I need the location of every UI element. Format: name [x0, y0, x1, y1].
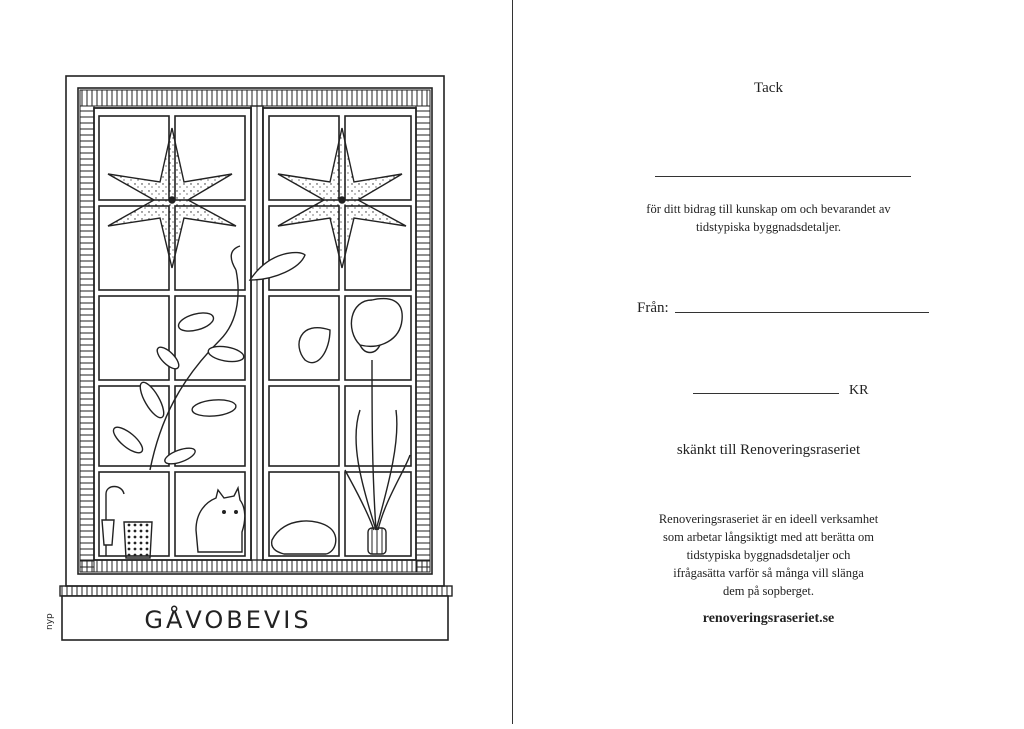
amount-unit: KR [849, 383, 869, 398]
about-text-line: tidstypiska byggnadsdetaljer och [686, 548, 851, 562]
artist-signature: nyp [45, 613, 55, 630]
website-link[interactable]: renoveringsraseriet.se [702, 611, 835, 626]
about-text-line: Renoveringsraseriet är en ideell verksamhet [658, 512, 879, 526]
gift-card-heading: GÅVOBEVIS [144, 606, 312, 634]
thanks-text-line: tidstypiska byggnadsdetaljer. [695, 220, 842, 234]
about-text-line: dem på sopberget. [722, 584, 815, 598]
from-field [637, 300, 929, 317]
thanks-text-line: för ditt bidrag till kunskap om och bevarandet av [646, 202, 891, 216]
illustration-panel [0, 0, 511, 724]
from-label: Från: [637, 300, 669, 316]
amount-field [693, 383, 868, 399]
about-text-line: ifrågasätta varför så många vill slänga [673, 566, 864, 580]
thanks-text [513, 200, 1024, 236]
window-illustration [0, 0, 511, 724]
recipient-line[interactable] [655, 176, 911, 177]
about-text-line: som arbetar långsiktigt med att berätta om [662, 530, 875, 544]
donated-to-text: skänkt till Renoveringsraseriet [676, 442, 861, 458]
thank-you-title: Tack [754, 80, 783, 96]
from-line[interactable] [675, 312, 929, 313]
form-panel [513, 0, 1024, 724]
about-text [513, 510, 1024, 600]
amount-line[interactable] [693, 393, 839, 394]
